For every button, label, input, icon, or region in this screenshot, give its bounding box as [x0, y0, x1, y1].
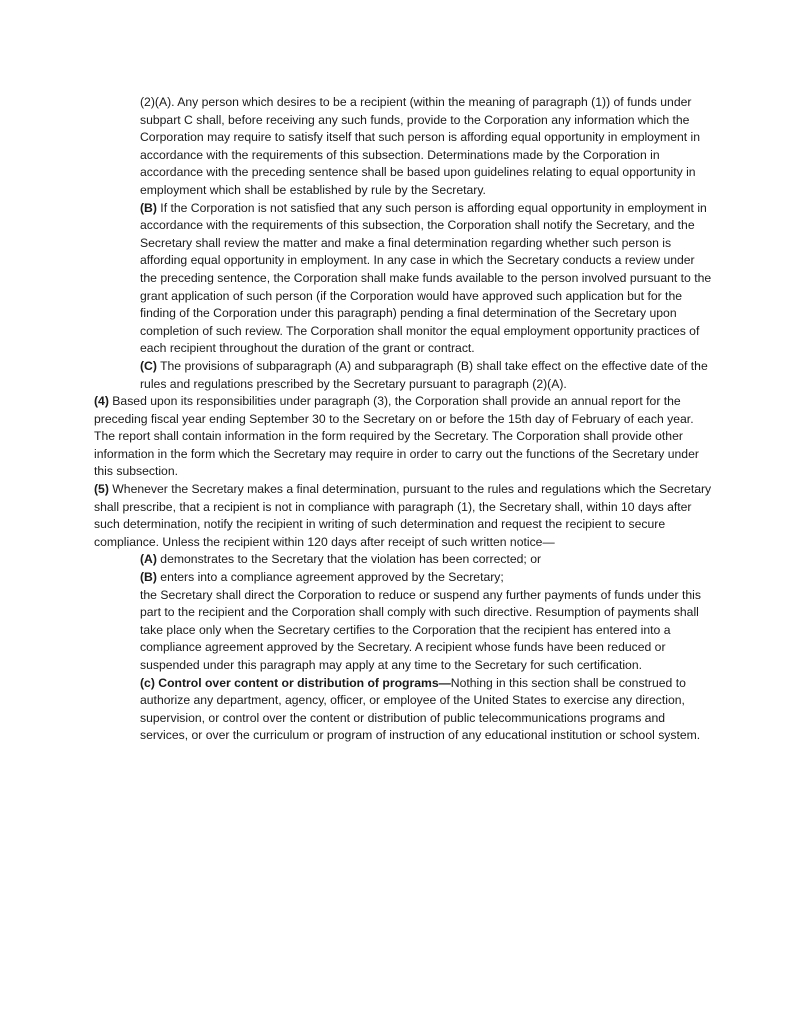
- paragraph-4: [94, 393, 714, 481]
- paragraph-2b: [140, 200, 714, 358]
- paragraph-text: (2)(A). Any person which desires to be a recipient (within the meaning of paragraph (1)) of funds under subpart C shall, before receiving any such funds, provide to the Corporation any information which the Corporation may require to satisfy itself that such person is affording equal opportunity in employment in accordance with the requirements of this subsection. Determinations made by the Corporation in accordance with the preceding sentence shall be based upon guidelines relating to equal opportunity in employment which shall be established by rule by the Secretary.: [140, 95, 701, 197]
- paragraph-text: Whenever the Secretary makes a final determination, pursuant to the rules and regulations which the Secretary shall prescribe, that a recipient is not in compliance with paragraph (1), the Secretary shall, within 10 days after such determination, notify the recipient in writing of such determination and request the recipient to secure compliance. Unless the recipient within 120 days after receipt of such written notice—: [94, 482, 712, 549]
- paragraph-text: demonstrates to the Secretary that the violation has been corrected; or: [156, 552, 542, 567]
- paragraph-text: the Secretary shall direct the Corporation to reduce or suspend any further payments of funds under this part to the recipient and the Corporation shall comply with such directive. Resumption of payments shall take place only when the Secretary certifies to the Corporation that the recipient has entered into a compliance agreement approved by the Secretary. A recipient whose funds have been reduced or suspended under this paragraph may apply at any time to the Secretary for such certification.: [140, 587, 701, 672]
- paragraph-label: (C): [140, 358, 157, 373]
- paragraph-text: Based upon its responsibilities under paragraph (3), the Corporation shall provide an annual report for the preceding fiscal year ending September 30 to the Secretary on or before the 15th day of February of each year. The report shall contain information in the form required by the Secretary. The Corporation shall provide other information in the form which the Secretary may require in order to carry out the functions of the Secretary under this subsection.: [94, 394, 699, 479]
- paragraph-5a: [140, 551, 714, 569]
- section-heading: (c) Control over content or distribution of programs—: [140, 675, 451, 690]
- paragraph-5b: [140, 569, 714, 587]
- paragraph-2c: [140, 358, 714, 393]
- paragraph-label: (4): [94, 394, 109, 409]
- paragraph-label: (B): [140, 200, 157, 215]
- paragraph-text: enters into a compliance agreement approved by the Secretary;: [156, 570, 504, 585]
- paragraph-5: [94, 481, 714, 551]
- paragraph-5-continuation: [140, 587, 714, 675]
- paragraph-2a: [140, 94, 714, 200]
- paragraph-c: [140, 675, 714, 745]
- paragraph-label: (5): [94, 482, 109, 497]
- paragraph-text: If the Corporation is not satisfied that any such person is affording equal opportunity in employment in accordance with the requirements of this subsection, the Corporation shall notify the Secretary, and the Secretary shall review the matter and make a final determination regarding whether such person is affording equal opportunity in employment. In any case in which the Secretary conducts a review under the preceding sentence, the Corporation shall make funds available to the person involved pursuant to the grant application of such person (if the Corporation would have approved such application but for the finding of the Corporation under this paragraph) pending a final determination of the Secretary upon completion of such review. The Corporation shall monitor the equal employment opportunity practices of each recipient throughout the duration of the grant or contract.: [140, 200, 712, 356]
- document-page: [94, 94, 714, 745]
- paragraph-text: The provisions of subparagraph (A) and subparagraph (B) shall take effect on the effective date of the rules and regulations prescribed by the Secretary pursuant to paragraph (2)(A).: [140, 358, 708, 391]
- paragraph-label: (A): [140, 552, 157, 567]
- paragraph-text: Nothing in this section shall be construed to authorize any department, agency, officer, or employee of the United States to exercise any direction, supervision, or control over the content or distribution of public telecommunications programs and services, or over the curriculum or program of instruction of any educational institution or school system.: [140, 675, 701, 743]
- paragraph-label: (B): [140, 570, 157, 585]
